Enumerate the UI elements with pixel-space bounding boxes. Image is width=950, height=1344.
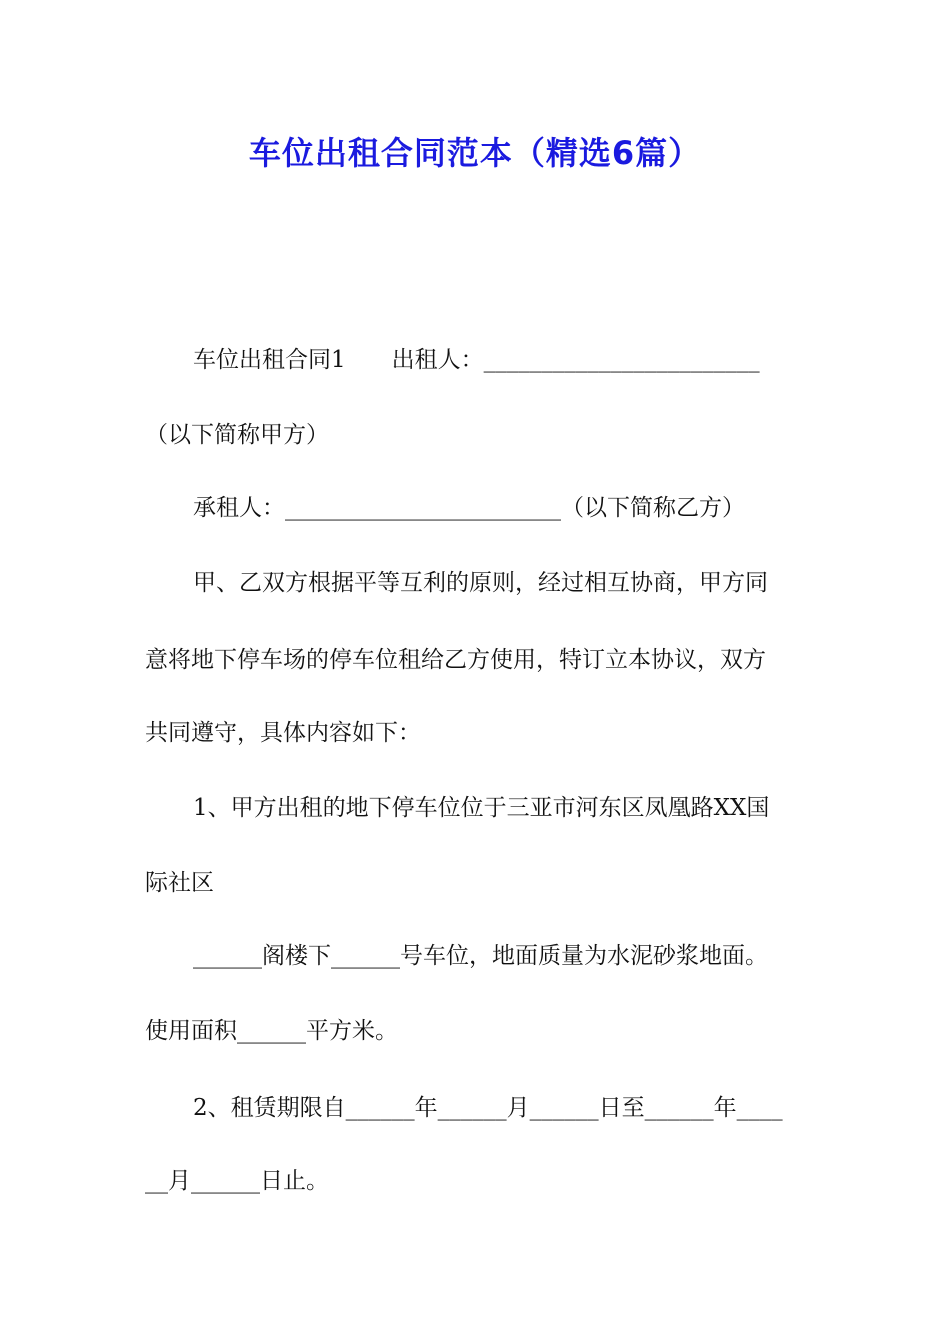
party-a-note-line: （以下简称甲方） <box>145 422 329 448</box>
preamble-line-1: 甲、乙双方根据平等互利的原则，经过相互协商，甲方同 <box>193 570 768 596</box>
lessee-line: 承租人：________________________（以下简称乙方） <box>193 495 745 521</box>
preamble-line-2: 意将地下停车场的停车位租给乙方使用，特订立本协议，双方 <box>145 647 766 673</box>
clause-2-line-2: __月______日止。 <box>145 1168 329 1194</box>
clause-1-line-3: ______阁楼下______号车位，地面质量为水泥砂浆地面。 <box>193 943 768 969</box>
preamble-line-3: 共同遵守，具体内容如下： <box>145 720 421 746</box>
clause-1-line-2: 际社区 <box>145 870 214 896</box>
contract-heading-lessor-line: 车位出租合同1 出租人：________________________ <box>193 347 760 373</box>
clause-1-line-4: 使用面积______平方米。 <box>145 1018 398 1044</box>
clause-2-line-1: 2、租赁期限自______年______月______日至______年____ <box>193 1095 783 1121</box>
clause-1-line-1: 1、甲方出租的地下停车位位于三亚市河东区凤凰路XX国 <box>193 795 770 821</box>
document-title: 车位出租合同范本（精选6篇） <box>248 134 702 172</box>
